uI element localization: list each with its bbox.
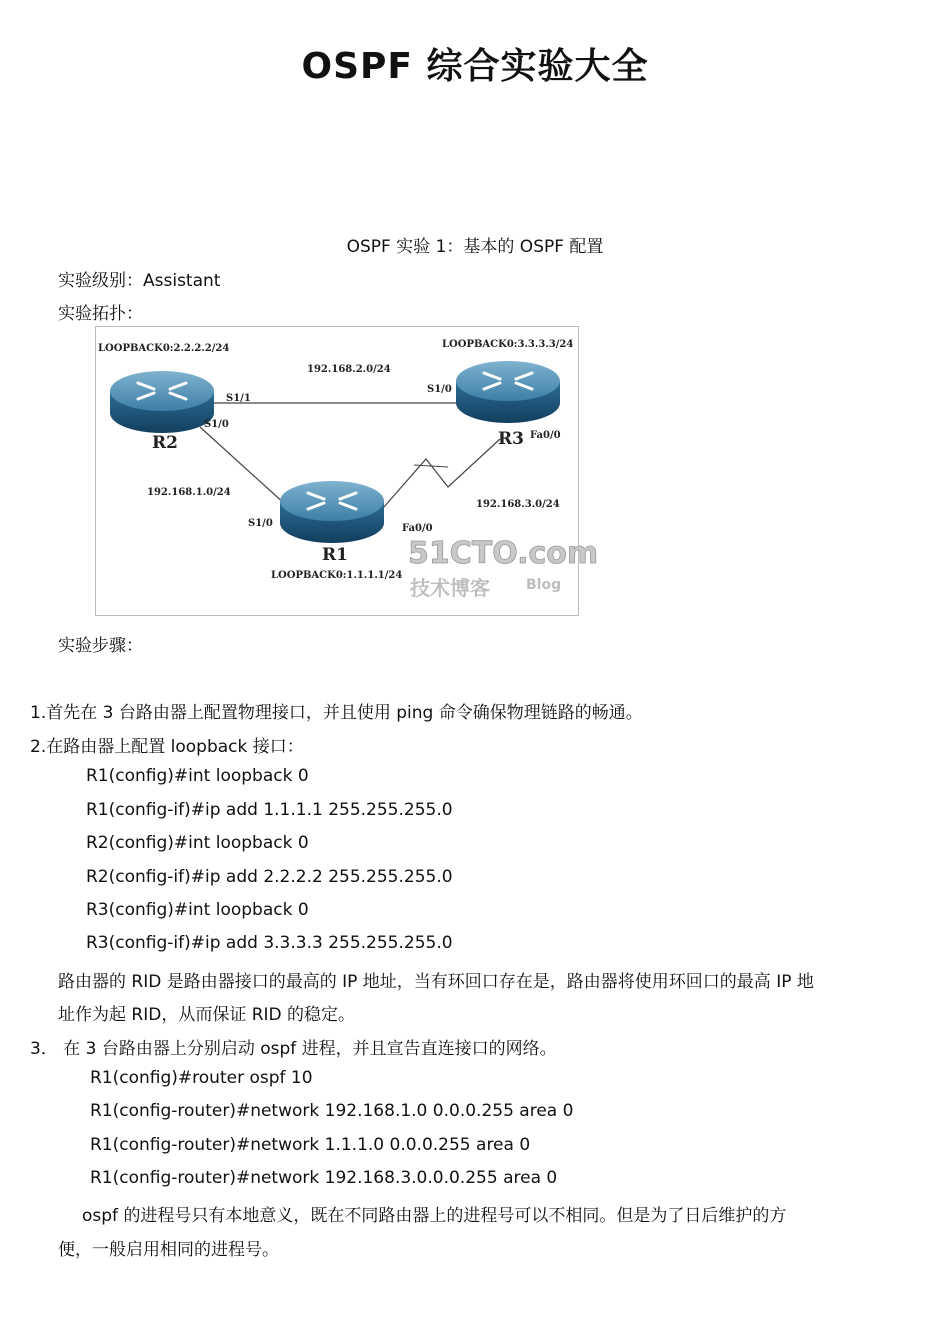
- net-r1-r3-label: 192.168.3.0/24: [476, 499, 560, 510]
- r1-name-label: R1: [322, 545, 348, 565]
- ospf-note-line-1: ospf 的进程号只有本地意义，既在不同路由器上的进程号可以不相同。但是为了日后维护的方: [82, 1206, 787, 1226]
- net-r2-r1-label: 192.168.1.0/24: [147, 487, 231, 498]
- topology-label: 实验拓扑：: [58, 304, 143, 324]
- document-title: OSPF 综合实验大全: [301, 46, 649, 87]
- net-r2-r3-label: 192.168.2.0/24: [307, 364, 391, 375]
- step-2-code-line: R2(config-if)#ip add 2.2.2.2 255.255.255.0: [86, 867, 453, 887]
- r1-s10-label: S1/0: [248, 518, 273, 529]
- step-3-code-line: R1(config-router)#network 192.168.3.0.0.0.255 area 0: [90, 1168, 558, 1188]
- experiment-level: 实验级别：Assistant: [58, 271, 221, 291]
- step-3-text: 3． 在 3 台路由器上分别启动 ospf 进程，并且宣告直连接口的网络。: [30, 1039, 557, 1059]
- step-2-code-line: R3(config-if)#ip add 3.3.3.3 255.255.255.0: [86, 933, 453, 953]
- link-r1-r3: [384, 439, 500, 507]
- r3-loopback-label: LOOPBACK0:3.3.3.3/24: [442, 339, 574, 350]
- r3-s10-label: S1/0: [427, 384, 452, 395]
- topology-svg: [96, 327, 599, 615]
- step-2-code-line: R3(config)#int loopback 0: [86, 900, 309, 920]
- r3-fa00-label: Fa0/0: [530, 430, 561, 441]
- ospf-note-line-2: 便，一般启用相同的进程号。: [58, 1240, 279, 1260]
- router-r1-icon: [280, 481, 384, 543]
- router-r3-icon: [456, 361, 560, 423]
- step-2-text: 2.在路由器上配置 loopback 接口：: [30, 737, 304, 757]
- experiment-title: OSPF 实验 1：基本的 OSPF 配置: [346, 237, 604, 257]
- step-3-code-line: R1(config-router)#network 1.1.1.0 0.0.0.255 area 0: [90, 1135, 531, 1155]
- r3-name-label: R3: [498, 429, 524, 449]
- network-topology-diagram: [95, 326, 599, 616]
- step-3-code-line: R1(config-router)#network 192.168.1.0 0.0.0.255 area 0: [90, 1101, 574, 1121]
- r2-name-label: R2: [152, 433, 178, 453]
- r2-s10-label: S1/0: [204, 419, 229, 430]
- step-3-code-line: R1(config)#router ospf 10: [90, 1068, 313, 1088]
- step-1-text: 1.首先在 3 台路由器上配置物理接口，并且使用 ping 命令确保物理链路的畅通。: [30, 703, 643, 723]
- r1-loopback-label: LOOPBACK0:1.1.1.1/24: [271, 570, 403, 581]
- router-r2-icon: [110, 371, 214, 433]
- watermark-tech-blog: 技术博客: [410, 576, 490, 600]
- r1-fa00-label: Fa0/0: [402, 523, 433, 534]
- step-2-code-line: R2(config)#int loopback 0: [86, 833, 309, 853]
- watermark-blog: Blog: [526, 577, 562, 593]
- step-2-code-line: R1(config-if)#ip add 1.1.1.1 255.255.255.0: [86, 800, 453, 820]
- rid-note-line-1: 路由器的 RID 是路由器接口的最高的 IP 地址，当有环回口存在是，路由器将使用环回口的最高 IP 地: [58, 972, 814, 992]
- r2-s11-label: S1/1: [226, 393, 251, 404]
- rid-note-line-2: 址作为起 RID，从而保证 RID 的稳定。: [58, 1005, 356, 1025]
- steps-label: 实验步骤：: [58, 636, 143, 656]
- step-2-code-line: R1(config)#int loopback 0: [86, 766, 309, 786]
- watermark-51cto: 51CTO.com: [408, 536, 599, 571]
- r2-loopback-label: LOOPBACK0:2.2.2.2/24: [98, 343, 230, 354]
